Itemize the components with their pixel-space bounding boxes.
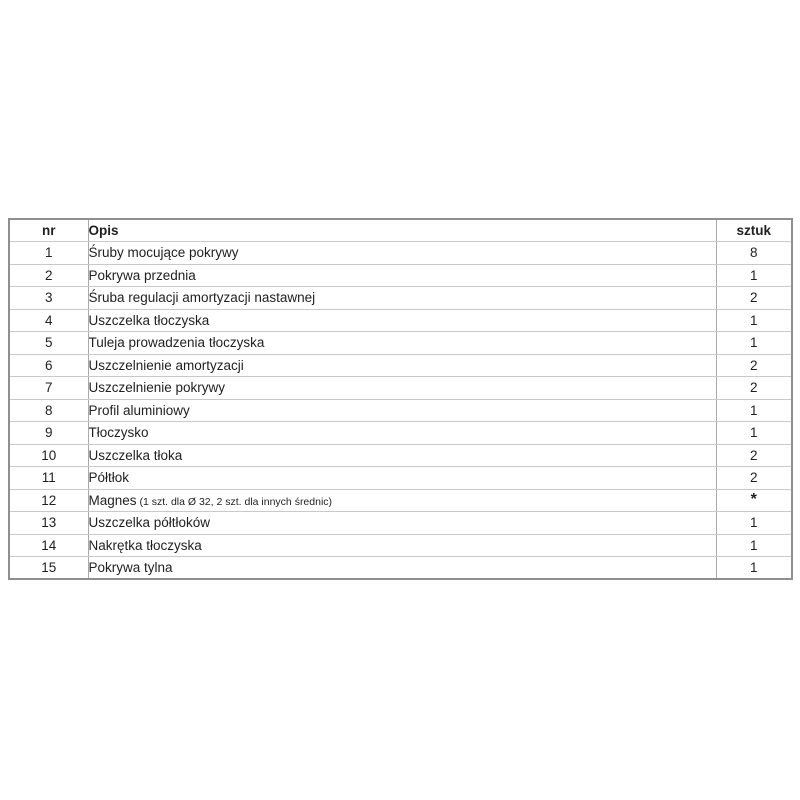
table-row <box>9 557 792 580</box>
opis-main: Uszczelka tłoka <box>88 447 183 463</box>
cell-sztuk: * <box>716 489 792 512</box>
opis-main: Uszczelka półtłoków <box>88 515 211 530</box>
opis-main: Półtłok <box>88 470 130 485</box>
cell-sztuk: 2 <box>716 377 792 400</box>
parts-table-body <box>9 242 792 580</box>
opis-main: Nakrętka tłoczyska <box>88 537 202 553</box>
cell-opis <box>88 242 716 265</box>
cell-opis <box>88 534 716 557</box>
cell-opis <box>88 354 716 377</box>
cell-sztuk: 1 <box>716 264 792 287</box>
cell-nr: 4 <box>9 309 88 332</box>
cell-nr: 8 <box>9 399 88 422</box>
cell-sztuk: 1 <box>716 534 792 557</box>
table-row <box>9 309 792 332</box>
cell-nr: 15 <box>9 557 88 580</box>
cell-nr: 9 <box>9 422 88 445</box>
cell-sztuk: 1 <box>716 332 792 355</box>
table-row <box>9 264 792 287</box>
parts-table-header <box>9 219 792 242</box>
header-sztuk: sztuk <box>716 219 792 242</box>
table-row <box>9 534 792 557</box>
opis-main: Śruby mocujące pokrywy <box>88 245 239 260</box>
cell-opis <box>88 467 716 490</box>
header-opis: Opis <box>88 219 716 242</box>
opis-main: Pokrywa tylna <box>88 559 173 575</box>
table-row <box>9 489 792 512</box>
table-row <box>9 467 792 490</box>
table-row <box>9 399 792 422</box>
opis-main: Uszczelnienie pokrywy <box>88 380 226 395</box>
cell-opis <box>88 399 716 422</box>
table-row <box>9 332 792 355</box>
cell-sztuk: 1 <box>716 399 792 422</box>
table-row <box>9 512 792 535</box>
parts-table <box>8 218 793 580</box>
table-row <box>9 287 792 310</box>
cell-opis <box>88 377 716 400</box>
cell-opis <box>88 422 716 445</box>
cell-nr: 1 <box>9 242 88 265</box>
cell-opis <box>88 332 716 355</box>
table-row <box>9 354 792 377</box>
opis-main: Profil aluminiowy <box>88 402 190 418</box>
header-nr: nr <box>9 219 88 242</box>
cell-sztuk: 2 <box>716 444 792 467</box>
table-row <box>9 444 792 467</box>
cell-sztuk: 1 <box>716 557 792 580</box>
cell-opis <box>88 557 716 580</box>
cell-opis <box>88 264 716 287</box>
cell-nr: 3 <box>9 287 88 310</box>
cell-opis <box>88 444 716 467</box>
cell-nr: 12 <box>9 489 88 512</box>
opis-main: Tłoczysko <box>88 425 149 440</box>
cell-sztuk: 1 <box>716 422 792 445</box>
cell-sztuk: 2 <box>716 354 792 377</box>
cell-opis <box>88 287 716 310</box>
cell-sztuk: 8 <box>716 242 792 265</box>
opis-main: Śruba regulacji amortyzacji nastawnej <box>88 290 316 305</box>
opis-main: Uszczelka tłoczyska <box>88 312 210 328</box>
cell-nr: 5 <box>9 332 88 355</box>
cell-sztuk: 2 <box>716 467 792 490</box>
cell-nr: 2 <box>9 264 88 287</box>
opis-main: Tuleja prowadzenia tłoczyska <box>88 335 265 350</box>
cell-opis <box>88 309 716 332</box>
table-row <box>9 422 792 445</box>
header-row <box>9 219 792 242</box>
cell-nr: 7 <box>9 377 88 400</box>
cell-nr: 14 <box>9 534 88 557</box>
table-row <box>9 377 792 400</box>
cell-sztuk: 1 <box>716 512 792 535</box>
cell-opis <box>88 489 716 512</box>
cell-nr: 6 <box>9 354 88 377</box>
opis-main: Pokrywa przednia <box>88 267 196 283</box>
cell-sztuk: 1 <box>716 309 792 332</box>
cell-sztuk: 2 <box>716 287 792 310</box>
table-row <box>9 242 792 265</box>
opis-main: Uszczelnienie amortyzacji <box>88 357 244 373</box>
opis-main: Magnes <box>88 492 137 508</box>
cell-nr: 11 <box>9 467 88 490</box>
cell-nr: 13 <box>9 512 88 535</box>
opis-note: (1 szt. dla Ø 32, 2 szt. dla innych średnic) <box>136 495 333 508</box>
cell-opis <box>88 512 716 535</box>
cell-nr: 10 <box>9 444 88 467</box>
